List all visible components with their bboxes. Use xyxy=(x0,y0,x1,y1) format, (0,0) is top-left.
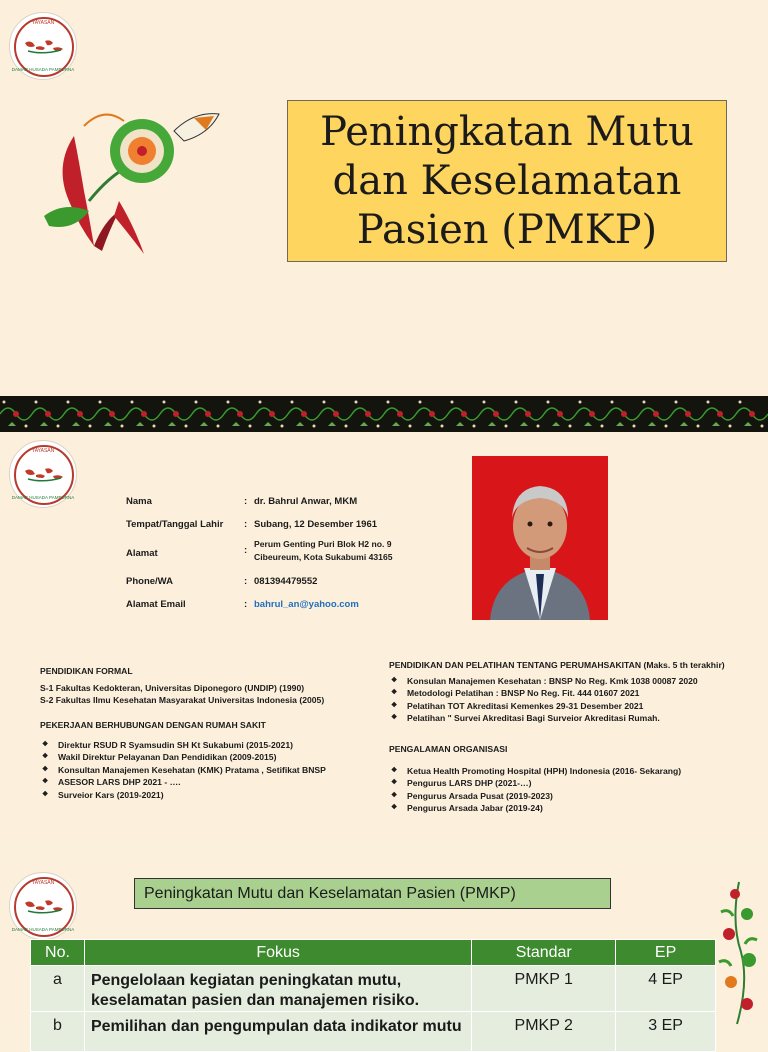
logo-bottom-text: DAMAR HUSADA PAMPURNA xyxy=(11,927,75,932)
jobs-list xyxy=(40,739,326,801)
list-item: ❖ Direktur RSUD R Syamsudin SH Kt Sukabumi (2015-2021) xyxy=(40,739,326,751)
list-item: ❖ Surveior Kars (2019-2021) xyxy=(40,789,326,801)
education-heading: PENDIDIKAN FORMAL xyxy=(40,666,133,676)
batik-pattern xyxy=(0,396,768,432)
logo-top-text: YAYASAN xyxy=(31,448,55,454)
field-separator: : xyxy=(244,519,248,530)
training-section xyxy=(389,660,725,725)
field-separator: : xyxy=(244,576,248,587)
logo-bottom-text: DAMAR HUSADA PAMPURNA xyxy=(11,67,75,72)
list-item: ❖ Pelatihan TOT Akreditasi Kemenkes 29-31 Desember 2021 xyxy=(389,700,725,712)
cell-ep: 3 EP xyxy=(616,1012,716,1052)
field-separator: : xyxy=(244,545,248,556)
title-box xyxy=(287,100,727,262)
indonesia-map-icon xyxy=(23,897,65,915)
foundation-logo xyxy=(9,440,77,508)
organization-list xyxy=(389,765,681,815)
field-label: Nama xyxy=(126,496,152,507)
foundation-logo xyxy=(9,872,77,940)
cell-no: a xyxy=(31,966,85,1012)
column-header: Fokus xyxy=(84,940,471,966)
table-row xyxy=(31,966,716,1012)
field-label: Alamat xyxy=(126,548,158,559)
column-header: Standar xyxy=(472,940,616,966)
list-item: ❖ Konsulan Manajemen Kesehatan : BNSP No Reg. Kmk 1038 00087 2020 xyxy=(389,675,725,687)
cell-fokus xyxy=(84,966,471,1012)
training-heading: PENDIDIKAN DAN PELATIHAN TENTANG PERUMAHSAKITAN (Maks. 5 th terakhir) xyxy=(389,660,725,670)
profile-slide xyxy=(0,432,768,840)
jobs-heading: PEKERJAAN BERHUBUNGAN DENGAN RUMAH SAKIT xyxy=(40,720,266,730)
list-item: ❖ ASESOR LARS DHP 2021 - …. xyxy=(40,776,326,788)
organization-section xyxy=(389,744,681,815)
training-list xyxy=(389,675,725,725)
logo-top-text: YAYASAN xyxy=(31,20,55,26)
column-header: No. xyxy=(31,940,85,966)
list-item: ❖ Pengurus Arsada Pusat (2019-2023) xyxy=(389,790,681,802)
field-value: Subang, 12 Desember 1961 xyxy=(254,519,378,530)
field-label: Phone/WA xyxy=(126,576,173,587)
field-value-line2: Cibeureum, Kota Sukabumi 43165 xyxy=(254,552,393,562)
slide-title: Peningkatan Mutu dan Keselamatan Pasien (PMKP) xyxy=(320,108,694,253)
column-header: EP xyxy=(616,940,716,966)
field-separator: : xyxy=(244,599,248,610)
table-row xyxy=(31,1012,716,1052)
field-label: Alamat Email xyxy=(126,599,186,610)
education-item: S-1 Fakultas Kedokteran, Universitas Diponegoro (UNDIP) (1990) xyxy=(40,683,305,693)
cell-standar: PMKP 2 xyxy=(472,1012,616,1052)
batik-border-band xyxy=(0,396,768,432)
section-title: Peningkatan Mutu dan Keselamatan Pasien (PMKP) xyxy=(134,878,611,909)
field-value-line1: Perum Genting Puri Blok H2 no. 9 xyxy=(254,539,392,549)
education-item: S-2 Fakultas Ilmu Kesehatan Masyarakat Universitas Indonesia (2005) xyxy=(40,695,325,705)
list-item: ❖ Pelatihan " Survei Akreditasi Bagi Surveior Akreditasi Rumah. xyxy=(389,712,725,724)
profile-photo xyxy=(472,456,608,620)
cell-standar: PMKP 1 xyxy=(472,966,616,1012)
fokus-line: keselamatan pasien dan manajemen risiko. xyxy=(90,992,420,1009)
field-value: dr. Bahrul Anwar, MKM xyxy=(254,496,358,507)
fokus-line: Pengelolaan kegiatan peningkatan mutu, xyxy=(90,972,402,989)
jobs-section xyxy=(40,720,326,801)
fokus-line: Pemilihan dan pengumpulan data indikator mutu xyxy=(90,1018,462,1035)
standards-slide xyxy=(0,862,768,1035)
email-link[interactable]: bahrul_an@yahoo.com xyxy=(254,599,359,610)
logo-top-text: YAYASAN xyxy=(31,880,55,886)
table-header-row xyxy=(31,940,716,966)
organization-heading: PENGALAMAN ORGANISASI xyxy=(389,744,508,754)
indonesia-map-icon xyxy=(23,37,65,55)
field-label: Tempat/Tanggal Lahir xyxy=(126,519,224,530)
education-section xyxy=(40,666,324,706)
list-item: ❖ Ketua Health Promoting Hospital (HPH) Indonesia (2016- Sekarang) xyxy=(389,765,681,777)
list-item: ❖ Metodologi Pelatihan : BNSP No Reg. Fit. 444 01607 2021 xyxy=(389,687,725,699)
cell-ep: 4 EP xyxy=(616,966,716,1012)
logo-bottom-text: DAMAR HUSADA PAMPURNA xyxy=(11,495,75,500)
batik-flower-ornament xyxy=(34,106,234,256)
field-value: 081394479552 xyxy=(254,576,318,587)
cell-no: b xyxy=(31,1012,85,1052)
portrait-illustration xyxy=(472,456,608,620)
cell-fokus xyxy=(84,1012,471,1052)
field-separator: : xyxy=(244,496,248,507)
indonesia-map-icon xyxy=(23,465,65,483)
list-item: ❖ Konsultan Manajemen Kesehatan (KMK) Pratama , Setifikat BNSP xyxy=(40,764,326,776)
standards-table xyxy=(30,939,716,1052)
list-item: ❖ Pengurus LARS DHP (2021-…) xyxy=(389,777,681,789)
title-slide xyxy=(0,0,768,396)
list-item: ❖ Wakil Direktur Pelayanan Dan Pendidikan (2009-2015) xyxy=(40,751,326,763)
field-value xyxy=(254,599,359,611)
list-item: ❖ Pengurus Arsada Jabar (2019-24) xyxy=(389,802,681,814)
floral-vine-ornament xyxy=(713,882,765,1024)
foundation-logo xyxy=(9,12,77,80)
